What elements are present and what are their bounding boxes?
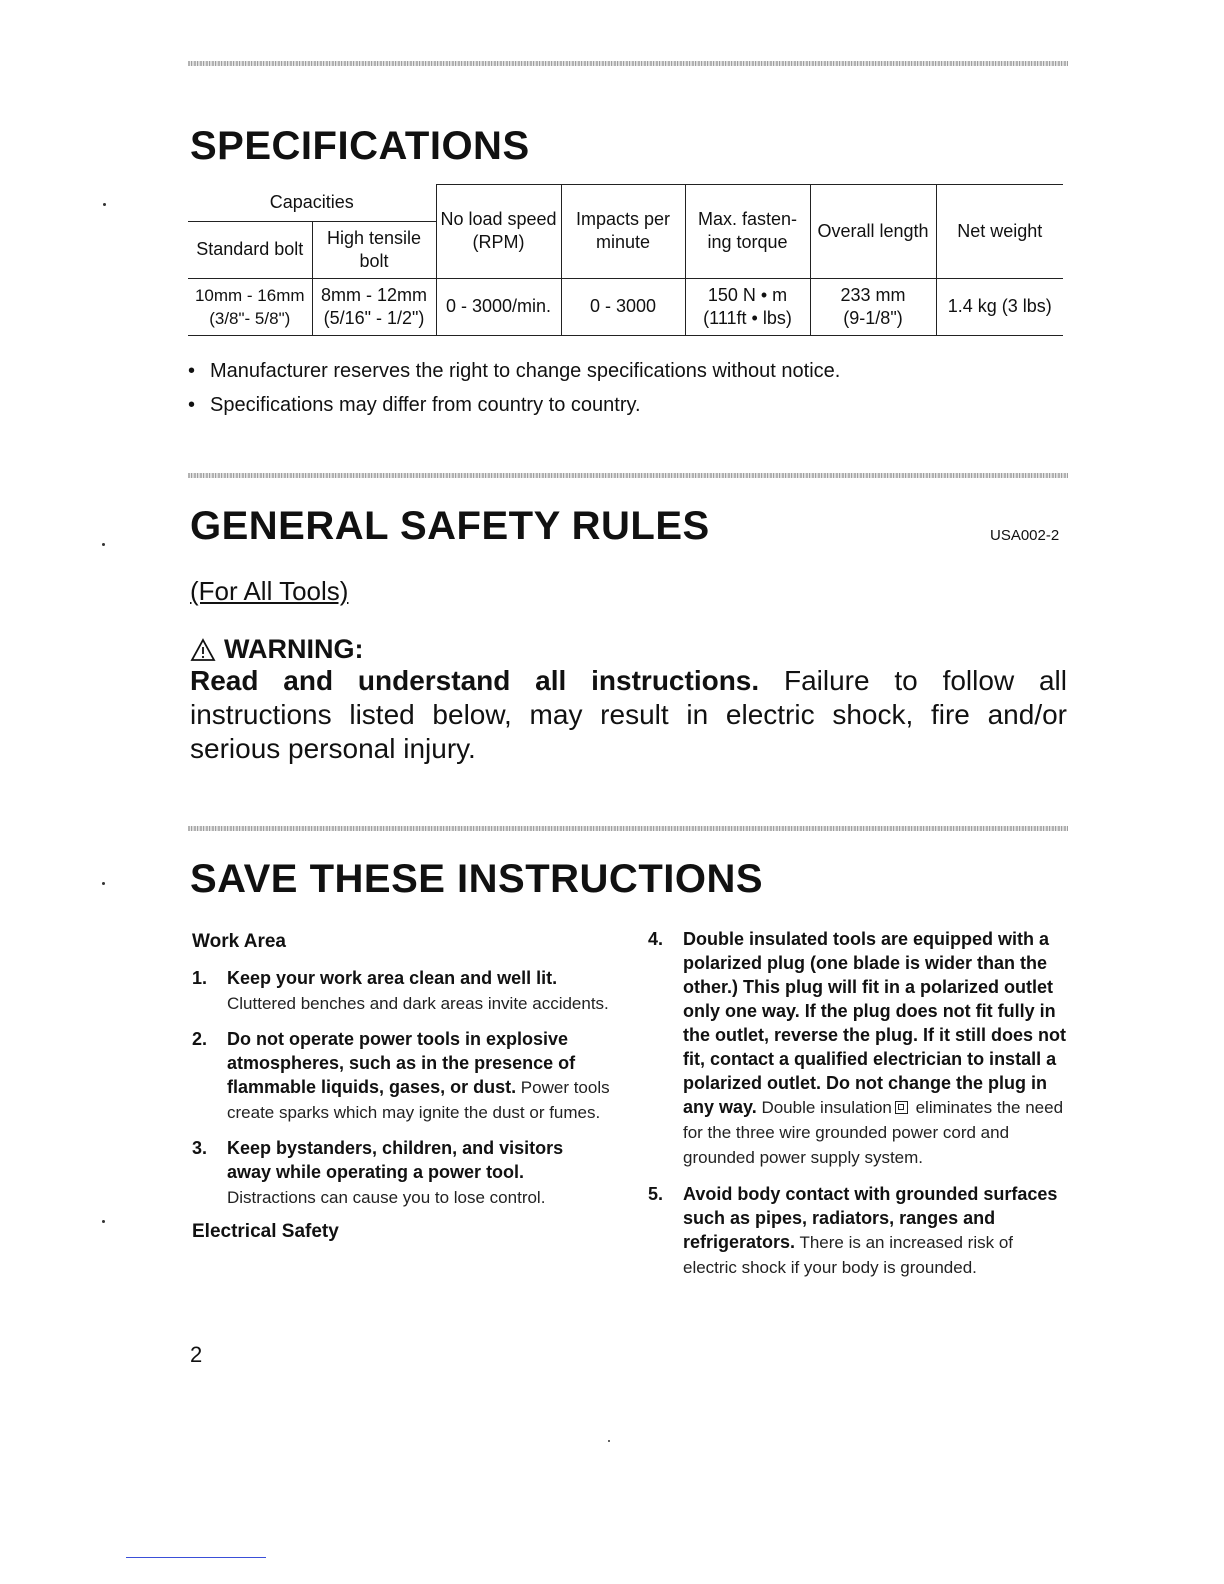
double-insulation-icon <box>895 1101 908 1114</box>
specification-notes <box>188 354 840 422</box>
scan-speck <box>103 203 106 206</box>
cell-net-weight: 1.4 kg (3 lbs) <box>936 278 1063 335</box>
section-divider <box>188 473 1068 478</box>
header-standard-bolt: Standard bolt <box>188 221 312 278</box>
warning-label: WARNING: <box>224 634 364 664</box>
cell-max-fastening-torque <box>685 278 810 335</box>
item-bold-text: Do not operate power tools in explosive atmospheres, such as in the presence of flammable liquids, gases, or dust. <box>227 1029 576 1097</box>
item-number: 1. <box>192 968 208 988</box>
item-number: 2. <box>192 1029 208 1049</box>
item-text: Cluttered benches and dark areas invite accidents. <box>227 994 609 1013</box>
cell-line: 233 mm <box>840 284 906 305</box>
cell-line: (3/8"- 5/8") <box>209 308 291 328</box>
item-text: Distractions can cause you to lose control. <box>227 1188 546 1207</box>
cell-high-tensile-bolt <box>312 278 436 335</box>
cell-standard-bolt <box>188 278 312 335</box>
item-bold-text: Avoid body contact with grounded surfaces such as pipes, radiators, ranges and refrigerators. <box>683 1184 1058 1252</box>
page-number: 2 <box>190 1342 203 1367</box>
cell-impacts-per-minute: 0 - 3000 <box>561 278 685 335</box>
subtitle <box>190 576 348 607</box>
section-divider <box>188 826 1068 831</box>
subtitle-text: (For All Tools) <box>190 576 349 606</box>
warning-heading <box>190 634 363 665</box>
electrical-safety-heading: Electrical Safety <box>192 1221 339 1242</box>
header-high-tensile-bolt: High tensile bolt <box>312 221 436 278</box>
item-text: Double insulation <box>756 1098 892 1117</box>
header-overall-length: Overall length <box>810 185 936 279</box>
list-item <box>192 1027 612 1125</box>
item-text: eliminates the need for the three wire grounded power cord and grounded power supply system. <box>683 1098 1064 1167</box>
cell-line: 8mm - 12mm <box>320 284 427 305</box>
cell-line: 10mm - 16mm <box>194 285 305 305</box>
scan-speck <box>102 1220 105 1223</box>
list-item <box>192 966 612 1016</box>
header-max-fastening-torque: Max. fasten-ing torque <box>685 185 810 279</box>
warning-bold-text: Read and understand all instructions. <box>190 665 760 696</box>
warning-triangle-icon <box>190 638 216 662</box>
cell-line: (111ft • lbs) <box>703 307 792 328</box>
item-text: There is an increased risk of electric shock if your body is grounded. <box>683 1233 1014 1277</box>
warning-paragraph <box>190 664 1067 766</box>
item-number: 3. <box>192 1138 208 1158</box>
cell-line: 150 N • m <box>707 284 788 305</box>
cell-no-load-speed: 0 - 3000/min. <box>436 278 561 335</box>
header-capacities: Capacities <box>188 185 436 222</box>
header-no-load-speed: No load speed (RPM) <box>436 185 561 279</box>
general-safety-rules-title: GENERAL SAFETY RULES <box>190 504 710 548</box>
item-bold-text: Keep bystanders, children, and visitors away while operating a power tool. <box>227 1138 564 1182</box>
note-item: • Specifications may differ from country to country. <box>188 388 840 422</box>
list-item <box>192 1136 612 1210</box>
specifications-title: SPECIFICATIONS <box>190 124 530 168</box>
right-column <box>648 927 1068 1280</box>
item-bold-text: Double insulated tools are equipped with a polarized plug (one blade is wider than the other.) This plug will fit in a polarized outlet only one way. If the plug does not fit fully in the outlet, reverse the plug. If it still does not fit, contact a qualified electrician to install a polarized outlet. Do not change the plug in any way. <box>683 929 1067 1117</box>
scan-speck <box>102 543 105 546</box>
warning-text: Failure to follow all instructions listed below, may result in electric shock, fire and/or serious personal injury. <box>190 665 1067 764</box>
section-divider <box>188 61 1068 66</box>
header-net-weight: Net weight <box>936 185 1063 279</box>
work-area-heading: Work Area <box>192 931 286 952</box>
scan-speck <box>102 882 105 885</box>
list-item <box>648 927 1068 1170</box>
header-impacts-per-minute: Impacts per minute <box>561 185 685 279</box>
note-item: • Manufacturer reserves the right to change specifications without notice. <box>188 354 840 388</box>
specifications-table <box>188 184 1063 336</box>
cell-line: (9-1/8") <box>843 307 903 328</box>
left-column <box>192 930 612 1244</box>
cell-overall-length <box>810 278 936 335</box>
item-number: 4. <box>648 929 664 949</box>
list-item <box>648 1182 1068 1280</box>
item-number: 5. <box>648 1184 664 1204</box>
document-code: USA002-2 <box>990 527 1060 544</box>
footer-link-line <box>126 1557 266 1558</box>
save-instructions-title: SAVE THESE INSTRUCTIONS <box>190 857 764 901</box>
item-text: Power tools create sparks which may ignite the dust or fumes. <box>227 1078 610 1122</box>
cell-line: (5/16" - 1/2") <box>323 307 425 328</box>
scan-speck <box>608 1440 610 1442</box>
item-bold-text: Keep your work area clean and well lit. <box>227 968 558 988</box>
